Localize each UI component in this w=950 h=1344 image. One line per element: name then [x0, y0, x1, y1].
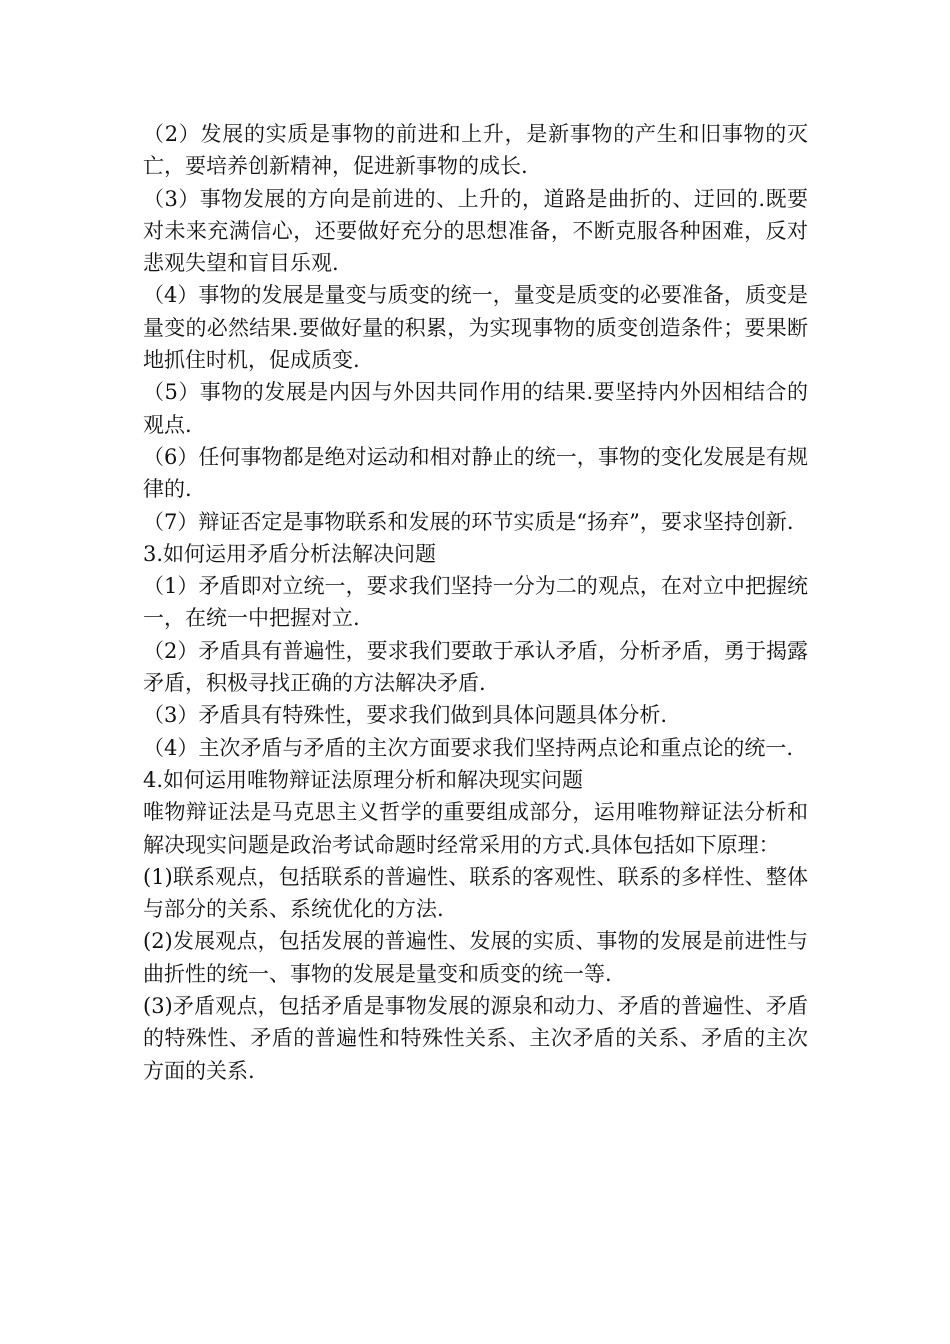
- paragraph: (3)矛盾观点，包括矛盾是事物发展的源泉和动力、矛盾的普遍性、矛盾的特殊性、矛盾的普遍性和特殊性关系、主次矛盾的关系、矛盾的主次方面的关系.: [143, 994, 808, 1083]
- document-body: [143, 118, 808, 1087]
- paragraph: 唯物辩证法是马克思主义哲学的重要组成部分，运用唯物辩证法分析和解决现实问题是政治考试命题时经常采用的方式.具体包括如下原理：: [143, 800, 808, 857]
- paragraph: （2）发展的实质是事物的前进和上升，是新事物的产生和旧事物的灭亡，要培养创新精神，促进新事物的成长.: [143, 122, 808, 179]
- paragraph: (1)联系观点，包括联系的普遍性、联系的客观性、联系的多样性、整体与部分的关系、系统优化的方法.: [143, 864, 808, 922]
- paragraph: (2)发展观点，包括发展的普遍性、发展的实质、事物的发展是前进性与曲折性的统一、事物的发展是量变和质变的统一等.: [143, 929, 808, 986]
- paragraph: （4）主次矛盾与矛盾的主次方面要求我们坚持两点论和重点论的统一.: [143, 735, 794, 760]
- paragraph: （1）矛盾即对立统一，要求我们坚持一分为二的观点，在对立中把握统一，在统一中把握对立.: [143, 574, 808, 631]
- paragraph: （2）矛盾具有普遍性，要求我们要敢于承认矛盾，分析矛盾，勇于揭露矛盾，积极寻找正确的方法解决矛盾.: [143, 638, 808, 696]
- paragraph: （3）事物发展的方向是前进的、上升的，道路是曲折的、迂回的.既要对未来充满信心，还要做好充分的思想准备，不断克服各种困难，反对悲观失望和盲目乐观.: [143, 186, 808, 276]
- paragraph: （4）事物的发展是量变与质变的统一，量变是质变的必要准备，质变是量变的必然结果.要做好量的积累，为实现事物的质变创造条件；要果断地抓住时机，促成质变.: [143, 283, 808, 373]
- section-heading: 3.如何运用矛盾分析法解决问题: [143, 541, 437, 566]
- section-heading: 4.如何运用唯物辩证法原理分析和解决现实问题: [143, 767, 584, 792]
- paragraph: （6）任何事物都是绝对运动和相对静止的统一，事物的变化发展是有规律的.: [143, 444, 808, 502]
- paragraph: （5）事物的发展是内因与外因共同作用的结果.要坚持内外因相结合的观点.: [143, 380, 808, 437]
- paragraph: （3）矛盾具有特殊性，要求我们做到具体问题具体分析.: [143, 703, 668, 728]
- paragraph: （7）辩证否定是事物联系和发展的环节实质是“扬弃”，要求坚持创新.: [143, 509, 794, 534]
